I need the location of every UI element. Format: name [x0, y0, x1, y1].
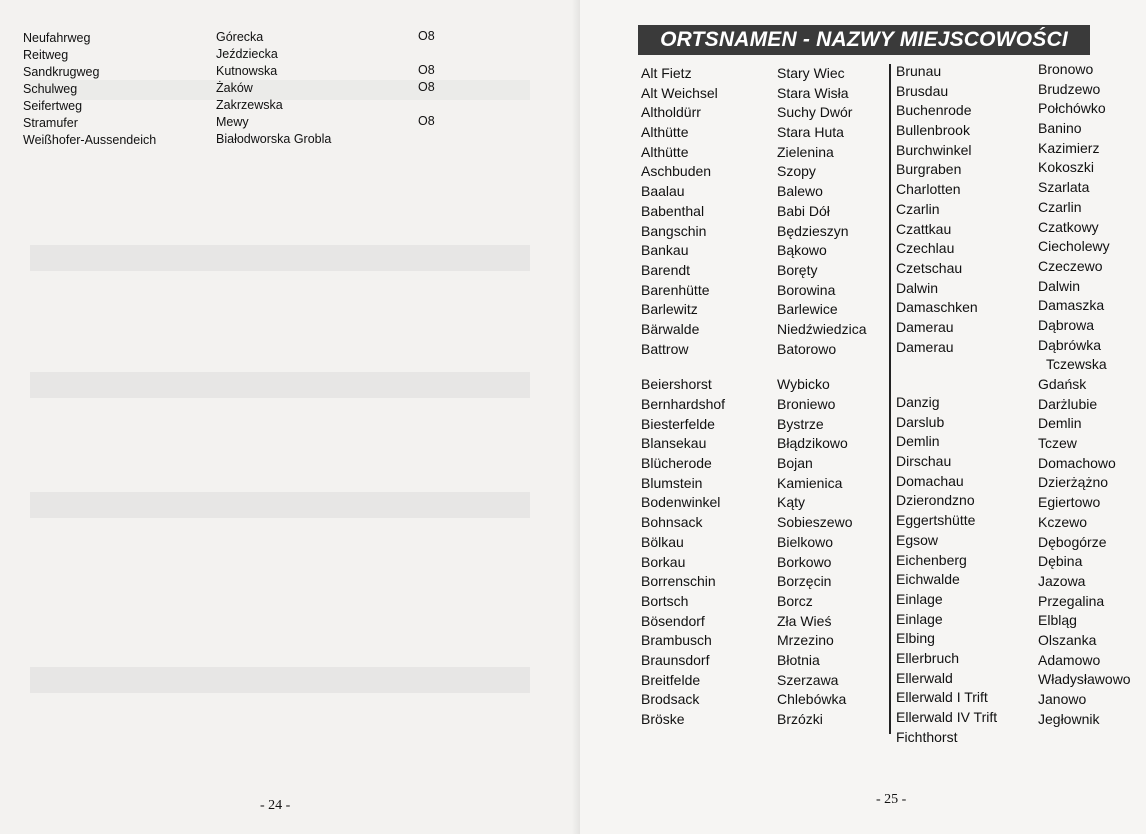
- place-name-de: Beiershorst: [641, 376, 712, 393]
- place-name-de: Einlage: [896, 610, 943, 627]
- section-banner: ORTSNAMEN - NAZWY MIEJSCOWOŚCI: [638, 25, 1090, 55]
- street-names-polish: [216, 29, 331, 148]
- place-name-pl: Adamowo: [1038, 651, 1101, 668]
- group-gap: [896, 357, 997, 393]
- place-name-de: Czechlau: [896, 240, 955, 257]
- place-name-pl: Broniewo: [777, 396, 836, 412]
- place-name-pl: Sobieszewo: [777, 514, 853, 531]
- bleed-through-band: [30, 492, 530, 518]
- place-names-polish-2: [1038, 60, 1131, 729]
- place-name-de: Aschbuden: [641, 163, 712, 180]
- place-name-pl: Przegalina: [1038, 592, 1105, 609]
- place-name-de: Czetschau: [896, 259, 963, 276]
- place-name-pl: Bojan: [777, 455, 813, 472]
- place-name-pl: Błądzikowo: [777, 435, 848, 452]
- grid-code: O8: [418, 29, 435, 43]
- place-name-pl: Kamienica: [777, 474, 843, 491]
- place-name-de: Althütte: [641, 143, 689, 160]
- place-name-de: Blücherode: [641, 455, 712, 472]
- place-name-de: Brodsack: [641, 691, 700, 708]
- place-name-de: Charlotten: [896, 181, 961, 198]
- place-name-pl: Dębina: [1038, 553, 1083, 570]
- grid-code: O8: [418, 114, 435, 128]
- place-name-pl: Kazimierz: [1038, 139, 1100, 156]
- place-name-pl: Władysławowo: [1038, 671, 1131, 688]
- place-name-de: Damerau: [896, 338, 954, 355]
- place-name-de: Dzierondzno: [896, 492, 975, 509]
- place-name-de: Egsow: [896, 531, 939, 548]
- place-name-pl: Kokoszki: [1038, 159, 1095, 176]
- grid-code: O8: [418, 80, 435, 94]
- place-name-pl: Jegłownik: [1038, 710, 1100, 727]
- place-name-pl: Boręty: [777, 261, 818, 278]
- place-name-pl: Egiertowo: [1038, 494, 1101, 511]
- place-name-pl: Janowo: [1038, 691, 1087, 707]
- place-name-de: Bankau: [641, 242, 689, 259]
- place-name-de: Bröske: [641, 711, 685, 727]
- place-name-pl: Borowina: [777, 281, 836, 298]
- place-name-pl: Czatkowy: [1038, 218, 1099, 235]
- place-name-de: Burgraben: [896, 161, 962, 178]
- street-name-pl: Żaków: [216, 81, 253, 95]
- place-name-pl: Będzieszyn: [777, 222, 849, 239]
- place-name-de: Bernhardshof: [641, 396, 726, 412]
- place-name-pl: Elbląg: [1038, 612, 1077, 629]
- street-name-de: Reitweg: [23, 48, 69, 62]
- place-name-pl: Babi Dół: [777, 202, 830, 219]
- place-name-de: Biesterfelde: [641, 415, 715, 432]
- place-name-pl: Banino: [1038, 120, 1082, 137]
- grid-code: [418, 45, 435, 62]
- place-name-de: Eggertshütte: [896, 512, 976, 529]
- street-name-de: Weißhofer-Aussendeich: [23, 133, 157, 147]
- page-number-right: - 25 -: [876, 792, 907, 807]
- place-name-pl: Brzózki: [777, 711, 823, 727]
- place-name-de: Czarlin: [896, 200, 940, 217]
- place-name-pl: Dzierżążno: [1038, 474, 1109, 491]
- street-name-pl: Jeździecka: [216, 47, 278, 61]
- place-name-de: Bortsch: [641, 592, 689, 609]
- place-name-de: Bösendorf: [641, 612, 705, 629]
- place-name-pl: Tczewska: [1046, 356, 1107, 373]
- grid-code: [418, 130, 435, 147]
- bleed-through-band: [30, 372, 530, 398]
- place-name-pl: Demlin: [1038, 415, 1082, 432]
- street-names-german: [23, 30, 156, 149]
- place-name-de: Burchwinkel: [896, 141, 972, 158]
- place-name-pl: Domachowo: [1038, 454, 1116, 471]
- place-name-pl: Szerzawa: [777, 671, 839, 688]
- place-name-de: Blumstein: [641, 474, 703, 491]
- place-name-pl: Jazowa: [1038, 572, 1086, 589]
- place-name-de: Brunau: [896, 63, 942, 79]
- group-gap: [641, 359, 725, 375]
- bleed-through-band: [30, 245, 530, 271]
- place-name-de: Brambusch: [641, 632, 712, 649]
- place-name-de: Altholdürr: [641, 104, 701, 121]
- place-name-de: Fichthorst: [896, 728, 958, 745]
- place-name-de: Bölkau: [641, 533, 684, 550]
- place-name-pl: Połchówko: [1038, 100, 1106, 117]
- place-name-de: Bärwalde: [641, 320, 700, 337]
- place-name-de: Ellerwald IV Trift: [896, 709, 998, 725]
- place-name-pl: Barlewice: [777, 301, 838, 318]
- place-name-de: Czattkau: [896, 220, 952, 237]
- street-name-de: Schulweg: [23, 82, 78, 96]
- place-name-de: Demlin: [896, 433, 940, 450]
- place-name-de: Danzig: [896, 394, 940, 410]
- place-name-de: Borrenschin: [641, 573, 716, 590]
- place-name-de: Eichwalde: [896, 571, 960, 588]
- place-name-pl: Borkowo: [777, 553, 832, 570]
- column-divider: [889, 64, 891, 734]
- place-name-pl: Wybicko: [777, 376, 830, 393]
- street-name-pl: Zakrzewska: [216, 98, 283, 112]
- street-name-de: Seifertweg: [23, 99, 83, 113]
- place-names-german-1: [641, 64, 725, 730]
- place-name-pl: Czarlin: [1038, 198, 1082, 215]
- grid-code: O8: [418, 63, 435, 77]
- place-name-de: Domachau: [896, 472, 964, 489]
- place-name-pl: Dąbrowa: [1038, 316, 1095, 333]
- place-name-pl: Bąkowo: [777, 242, 827, 259]
- place-name-pl: Ciecholewy: [1038, 238, 1110, 255]
- right-page: [580, 0, 1146, 834]
- place-name-pl: Stary Wiec: [777, 65, 845, 81]
- place-name-de: Damerau: [896, 318, 954, 335]
- place-name-pl: Borcz: [777, 592, 813, 609]
- bleed-through-band: [30, 667, 530, 693]
- street-name-pl: Kutnowska: [216, 64, 278, 78]
- place-name-pl: Tczew: [1038, 435, 1077, 452]
- place-name-de: Barlewitz: [641, 301, 698, 318]
- place-name-de: Barendt: [641, 261, 691, 278]
- place-name-pl: Kąty: [777, 494, 806, 511]
- place-name-de: Breitfelde: [641, 671, 701, 688]
- place-name-de: Bodenwinkel: [641, 494, 721, 511]
- place-name-pl: Bystrze: [777, 415, 824, 432]
- place-name-de: Barenhütte: [641, 281, 710, 298]
- street-name-de: Stramufer: [23, 116, 78, 130]
- place-names-polish-1: [777, 64, 866, 730]
- place-name-de: Braunsdorf: [641, 651, 710, 668]
- place-name-pl: Chlebówka: [777, 691, 847, 708]
- place-name-pl: Stara Wisła: [777, 84, 849, 101]
- place-name-de: Ellerwald: [896, 669, 953, 686]
- group-gap: [777, 359, 866, 375]
- place-name-pl: Zła Wieś: [777, 612, 832, 629]
- place-name-de: Baalau: [641, 183, 685, 200]
- place-name-de: Althütte: [641, 124, 689, 141]
- place-name-de: Bangschin: [641, 222, 707, 239]
- place-name-pl: Kczewo: [1038, 513, 1088, 530]
- place-name-de: Blansekau: [641, 435, 707, 452]
- place-name-pl: Suchy Dwór: [777, 104, 853, 121]
- place-name-de: Borkau: [641, 553, 686, 570]
- place-name-de: Battrow: [641, 340, 689, 357]
- place-name-de: Babenthal: [641, 202, 705, 219]
- page-number-left: - 24 -: [260, 798, 291, 813]
- place-name-pl: Zielenina: [777, 143, 834, 160]
- grid-codes: [418, 28, 435, 147]
- place-name-de: Damaschken: [896, 299, 978, 316]
- place-name-pl: Czeczewo: [1038, 257, 1103, 274]
- place-name-pl: Niedźwiedzica: [777, 320, 867, 337]
- place-name-pl: Gdańsk: [1038, 376, 1087, 392]
- place-name-pl: Borzęcin: [777, 573, 832, 590]
- street-name-pl: Górecka: [216, 30, 264, 44]
- place-name-pl: Olszanka: [1038, 631, 1097, 648]
- place-name-pl: Dalwin: [1038, 277, 1081, 294]
- place-name-pl: Balewo: [777, 183, 823, 200]
- place-name-de: Dalwin: [896, 279, 939, 296]
- place-name-pl: Brudzewo: [1038, 80, 1101, 97]
- place-name-pl: Bielkowo: [777, 533, 834, 550]
- place-name-pl: Szarlata: [1038, 179, 1090, 196]
- place-name-de: Ellerbruch: [896, 649, 960, 666]
- street-name-de: Sandkrugweg: [23, 65, 100, 79]
- place-name-pl: Stara Huta: [777, 124, 844, 141]
- street-name-pl: Białodworska Grobla: [216, 132, 332, 146]
- place-name-pl: Bronowo: [1038, 61, 1094, 77]
- place-name-de: Einlage: [896, 590, 943, 607]
- place-name-pl: Błotnia: [777, 651, 820, 668]
- place-name-de: Ellerwald I Trift: [896, 689, 988, 706]
- place-name-pl: Mrzezino: [777, 632, 834, 649]
- place-name-pl: Batorowo: [777, 340, 837, 357]
- place-name-de: Buchenrode: [896, 102, 972, 119]
- place-names-german-2: [896, 62, 997, 747]
- place-name-de: Bohnsack: [641, 514, 703, 531]
- place-name-pl: Damaszka: [1038, 297, 1105, 314]
- place-name-pl: Dąbrówka: [1038, 336, 1102, 353]
- place-name-pl: Dębogórze: [1038, 533, 1107, 550]
- place-name-pl: Szopy: [777, 163, 816, 180]
- place-name-de: Brusdau: [896, 82, 949, 99]
- place-name-de: Darslub: [896, 413, 945, 430]
- place-name-de: Dirschau: [896, 453, 952, 470]
- place-name-pl: Darżlubie: [1038, 395, 1098, 412]
- street-name-pl: Mewy: [216, 115, 249, 129]
- place-name-de: Alt Weichsel: [641, 84, 718, 101]
- place-name-de: Alt Fietz: [641, 65, 692, 81]
- grid-code: [418, 96, 435, 113]
- place-name-de: Bullenbrook: [896, 122, 970, 139]
- place-name-de: Eichenberg: [896, 551, 967, 568]
- place-name-de: Elbing: [896, 630, 935, 647]
- street-name-de: Neufahrweg: [23, 31, 91, 45]
